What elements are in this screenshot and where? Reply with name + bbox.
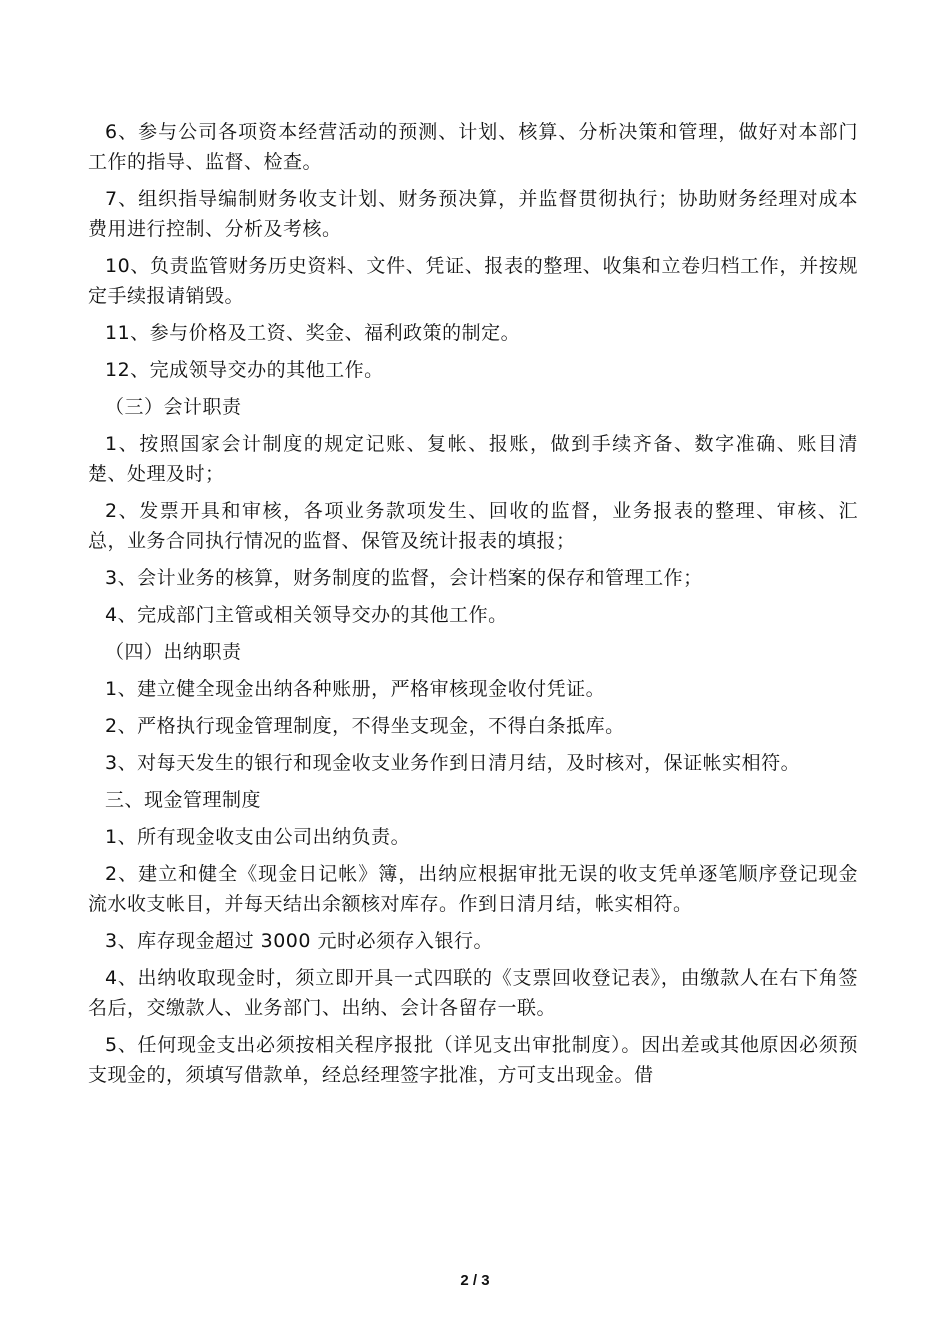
page-indicator: 2 / 3 — [460, 1272, 490, 1289]
paragraph-cashier-3: 3、对每天发生的银行和现金收支业务作到日清月结，及时核对，保证帐实相符。 — [105, 752, 801, 774]
paragraph-accounting-2: 2、发票开具和审核，各项业务款项发生、回收的监督，业务报表的整理、审核、汇总，业务合同执行情况的监督、保管及统计报表的填报； — [88, 500, 858, 552]
paragraph-cash-5: 5、任何现金支出必须按相关程序报批（详见支出审批制度）。因出差或其他原因必须预支现金的，须填写借款单，经总经理签字批准，方可支出现金。借 — [88, 1034, 858, 1086]
document-body — [88, 117, 858, 1097]
section-heading-accounting: （三）会计职责 — [105, 396, 242, 418]
paragraph-item-11: 11、参与价格及工资、奖金、福利政策的制定。 — [105, 322, 521, 344]
paragraph-cash-4: 4、出纳收取现金时，须立即开具一式四联的《支票回收登记表》，由缴款人在右下角签名后，交缴款人、业务部门、出纳、会计各留存一联。 — [88, 967, 858, 1019]
section-heading-cashier: （四）出纳职责 — [105, 641, 242, 663]
paragraph-item-7: 7、组织指导编制财务收支计划、财务预决算，并监督贯彻执行；协助财务经理对成本费用进行控制、分析及考核。 — [88, 188, 858, 240]
paragraph-cash-1: 1、所有现金收支由公司出纳负责。 — [105, 826, 411, 848]
paragraph-item-10: 10、负责监管财务历史资料、文件、凭证、报表的整理、收集和立卷归档工作，并按规定手续报请销毁。 — [88, 255, 858, 307]
paragraph-item-12: 12、完成领导交办的其他工作。 — [105, 359, 384, 381]
paragraph-cash-2: 2、建立和健全《现金日记帐》簿，出纳应根据审批无误的收支凭单逐笔顺序登记现金流水收支帐目，并每天结出余额核对库存。作到日清月结，帐实相符。 — [88, 863, 858, 915]
paragraph-cashier-2: 2、严格执行现金管理制度，不得坐支现金，不得白条抵库。 — [105, 715, 625, 737]
paragraph-accounting-3: 3、会计业务的核算，财务制度的监督，会计档案的保存和管理工作； — [105, 567, 703, 589]
section-heading-cash-management: 三、现金管理制度 — [105, 789, 262, 811]
paragraph-item-6: 6、参与公司各项资本经营活动的预测、计划、核算、分析决策和管理，做好对本部门工作的指导、监督、检查。 — [88, 121, 858, 173]
paragraph-cash-3: 3、库存现金超过 3000 元时必须存入银行。 — [105, 930, 494, 952]
paragraph-cashier-1: 1、建立健全现金出纳各种账册，严格审核现金收付凭证。 — [105, 678, 606, 700]
paragraph-accounting-4: 4、完成部门主管或相关领导交办的其他工作。 — [105, 604, 508, 626]
paragraph-accounting-1: 1、按照国家会计制度的规定记账、复帐、报账，做到手续齐备、数字准确、账目清楚、处理及时； — [88, 433, 858, 485]
